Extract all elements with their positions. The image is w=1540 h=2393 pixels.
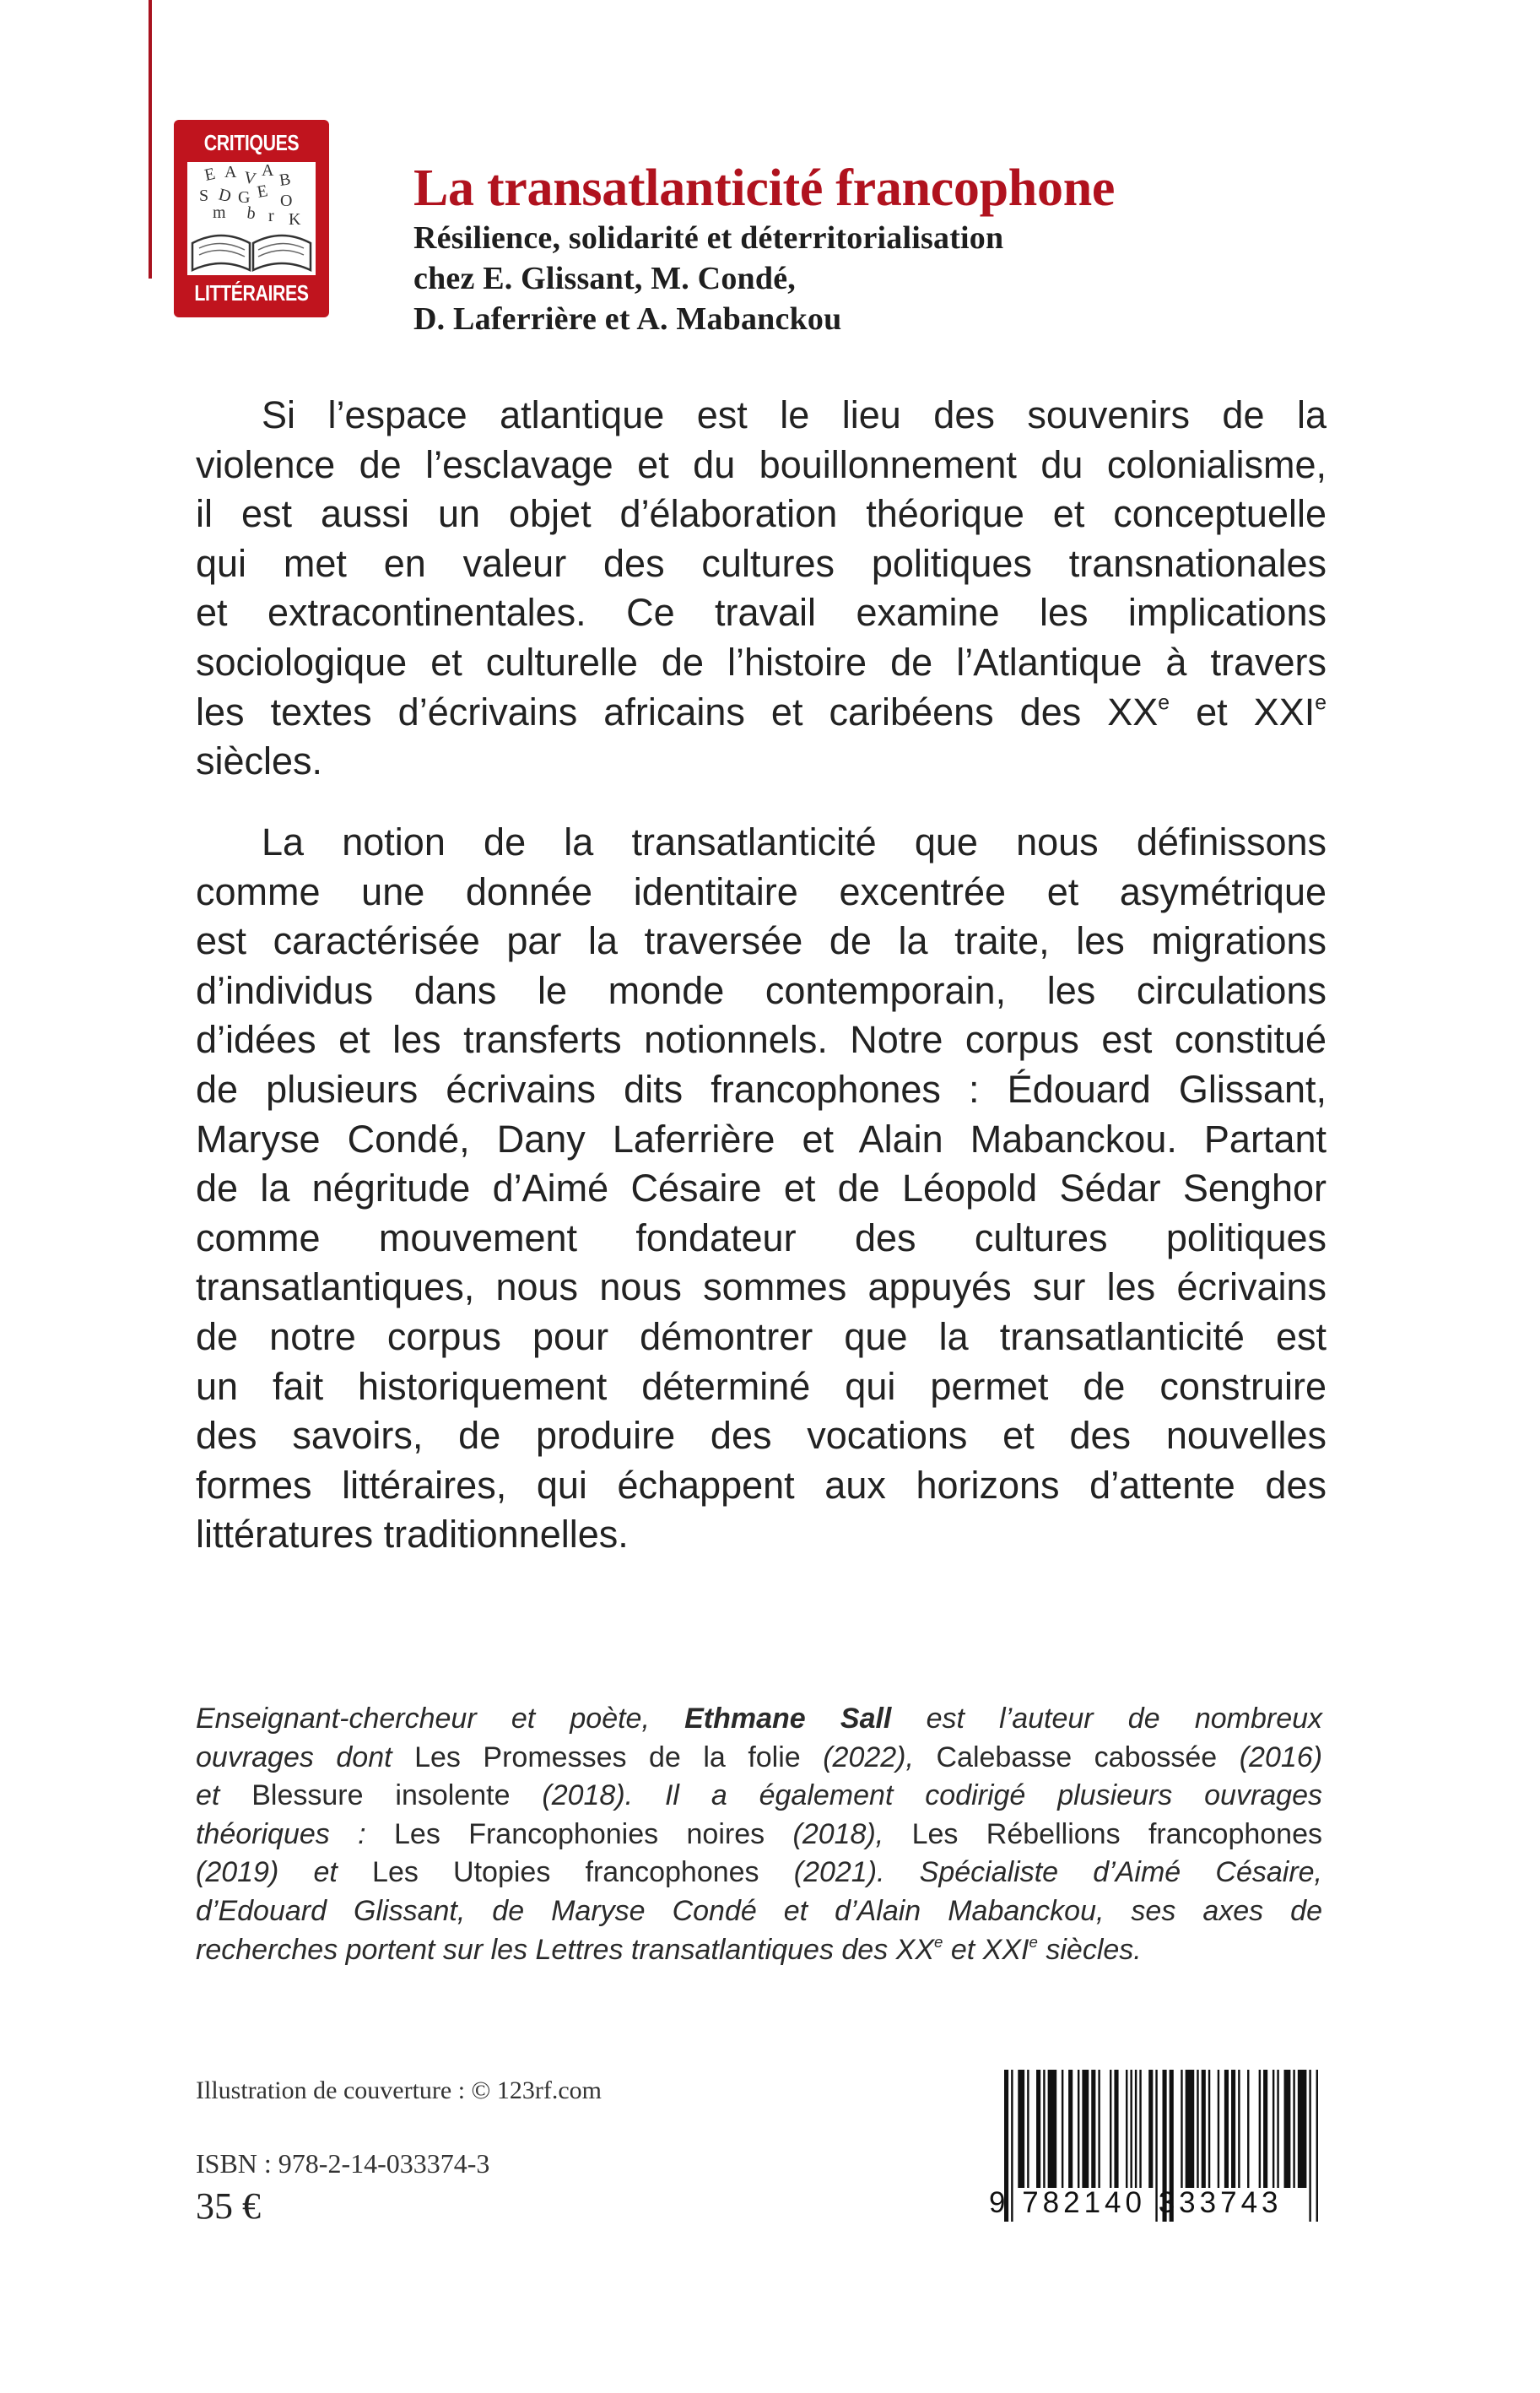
barcode-bar	[1263, 2070, 1267, 2188]
barcode-bar	[1247, 2070, 1249, 2188]
svg-text:D: D	[216, 185, 234, 207]
barcode-bar	[1043, 2070, 1045, 2188]
barcode-bar	[1126, 2070, 1127, 2188]
svg-text:S: S	[199, 187, 209, 205]
text-line: Maryse Condé, Dany Laferrière et Alain Mabanckou. Partant	[196, 1117, 1327, 1161]
barcode-bar	[1238, 2070, 1240, 2188]
barcode-bar	[1130, 2070, 1132, 2188]
svg-text:m: m	[213, 203, 226, 222]
text-line: transatlantiques, nous nous sommes appuyés sur les écrivains	[196, 1265, 1327, 1309]
series-logo-line1: CRITIQUES	[203, 130, 300, 155]
text-line: littératures traditionnelles.	[196, 1513, 629, 1557]
barcode-bar	[1224, 2070, 1229, 2188]
text-line: il est aussi un objet d’élaboration théorique et conceptuelle	[196, 492, 1327, 536]
text-line: comme une donnée identitaire excentrée et asymétrique	[196, 869, 1327, 913]
spine-accent-line	[149, 0, 152, 279]
isbn: ISBN : 978-2-14-033374-3	[196, 2148, 490, 2179]
bio-line: Enseignant-chercheur et poète, Ethmane Sall est l’auteur de nombreux	[196, 1703, 1323, 1735]
barcode-bar	[1298, 2070, 1307, 2188]
text-line: Si l’espace atlantique est le lieu des souvenirs de la	[262, 393, 1327, 436]
text-line: violence de l’esclavage et du bouillonnement du colonialisme,	[196, 442, 1327, 486]
text-line: La notion de la transatlanticité que nous définissons	[262, 820, 1327, 864]
text-line: d’individus dans le monde contemporain, les circulations	[196, 968, 1327, 1012]
text-line: formes littéraires, qui échappent aux horizons d’attente des	[196, 1463, 1327, 1507]
blurb-paragraph-1	[196, 391, 1327, 787]
bio-line: ouvrages dont Les Promesses de la folie (2022), Calebasse cabossée (2016)	[196, 1741, 1323, 1773]
barcode-bar	[1018, 2070, 1024, 2188]
text-line: qui met en valeur des cultures politiques transnationales	[196, 541, 1327, 585]
bio-line: d’Edouard Glissant, de Maryse Condé et d’Alain Mabanckou, ses axes de	[196, 1894, 1322, 1927]
barcode-bar	[1062, 2070, 1063, 2188]
text-line: comme mouvement fondateur des cultures politiques	[196, 1215, 1327, 1259]
barcode-bar	[1218, 2070, 1219, 2188]
text-line: de plusieurs écrivains dits francophones : Édouard Glissant,	[196, 1067, 1327, 1111]
text-line: de la négritude d’Aimé Césaire et de Léopold Sédar Senghor	[196, 1167, 1327, 1210]
text-line: est caractérisée par la traversée de la traite, les migrations	[196, 919, 1327, 963]
text-line: des savoirs, de produire des vocations et des nouvelles	[196, 1414, 1327, 1458]
text-line: les textes d’écrivains africains et caribéens des XXe et XXIe	[196, 690, 1327, 734]
book-letters-icon	[187, 162, 316, 275]
text-line: de notre corpus pour démontrer que la transatlanticité est	[196, 1314, 1327, 1358]
cover-credit: Illustration de couverture : © 123rf.com	[196, 2076, 602, 2104]
series-logo-line2: LITTÉRAIRES	[194, 280, 309, 306]
text-line: d’idées et les transferts notionnels. Notre corpus est constitué	[196, 1018, 1327, 1062]
blurb-paragraph-2	[196, 818, 1327, 1560]
book-title: La transatlanticité francophone	[413, 160, 1116, 217]
barcode-bar	[1259, 2070, 1261, 2188]
svg-text:E: E	[203, 164, 217, 185]
barcode-bar	[1048, 2070, 1057, 2188]
barcode-bar	[1139, 2070, 1141, 2188]
barcode-bar	[1098, 2070, 1100, 2188]
author-name: Ethmane Sall	[684, 1703, 892, 1735]
barcode-bar	[1091, 2070, 1095, 2188]
svg-text:G: G	[238, 188, 251, 207]
text-line: et extracontinentales. Ce travail examine les implications	[196, 591, 1327, 635]
barcode-bar	[1027, 2070, 1029, 2188]
barcode-bar	[1068, 2070, 1073, 2188]
title-block	[413, 159, 1115, 339]
bio-line: théoriques : Les Francophonies noires (2018), Les Rébellions francophones	[196, 1817, 1322, 1850]
barcode-bar	[1273, 2070, 1274, 2188]
svg-text:A: A	[262, 162, 274, 180]
svg-text:K: K	[289, 210, 301, 229]
subtitle-line-2: chez E. Glissant, M. Condé,	[413, 261, 796, 296]
svg-text:V: V	[242, 168, 258, 189]
barcode-bar	[1082, 2070, 1089, 2188]
author-bio	[196, 1700, 1322, 1969]
barcode-bar	[1202, 2070, 1206, 2188]
subtitle-line-1: Résilience, solidarité et déterritorialisation	[413, 220, 1004, 256]
text-line: un fait historiquement déterminé qui permet de construire	[196, 1364, 1327, 1408]
series-logo	[174, 120, 329, 317]
bio-line: (2019) et Les Utopies francophones (2021). Spécialiste d’Aimé Césaire,	[196, 1856, 1323, 1889]
barcode-bar	[1078, 2070, 1079, 2188]
barcode-bar	[1036, 2070, 1040, 2188]
barcode-bar	[1181, 2070, 1182, 2188]
barcode-bar	[1277, 2070, 1278, 2188]
svg-text:A: A	[224, 163, 237, 181]
barcode-digits: 9 782140 333743	[989, 2186, 1283, 2219]
svg-text:b: b	[246, 203, 257, 224]
svg-text:O: O	[280, 192, 293, 210]
barcode-bar	[1231, 2070, 1235, 2188]
barcode-bar	[1293, 2070, 1294, 2188]
bio-line: recherches portent sur les Lettres transatlantiques des XXe et XXIe siècles.	[196, 1932, 1142, 1966]
svg-text:r: r	[268, 207, 274, 225]
barcode-bar	[1148, 2070, 1153, 2188]
price: 35 €	[196, 2185, 261, 2227]
bio-line: et Blessure insolente (2018). Il a également codirigé plusieurs ouvrages	[196, 1779, 1323, 1812]
barcode-bar	[1110, 2070, 1111, 2188]
text-line: siècles.	[196, 739, 323, 783]
svg-text:B: B	[278, 170, 292, 190]
svg-text:E: E	[256, 181, 269, 202]
barcode-bar	[1186, 2070, 1195, 2188]
barcode-bar	[1197, 2070, 1198, 2188]
barcode-bar	[1208, 2070, 1210, 2188]
subtitle-line-3: D. Laferrière et A. Mabanckou	[413, 301, 842, 337]
barcode-bar	[1284, 2070, 1291, 2188]
text-line: sociologique et culturelle de l’histoire de l’Atlantique à travers	[196, 640, 1327, 684]
barcode-bar	[1114, 2070, 1118, 2188]
barcode-bar	[1135, 2070, 1137, 2188]
